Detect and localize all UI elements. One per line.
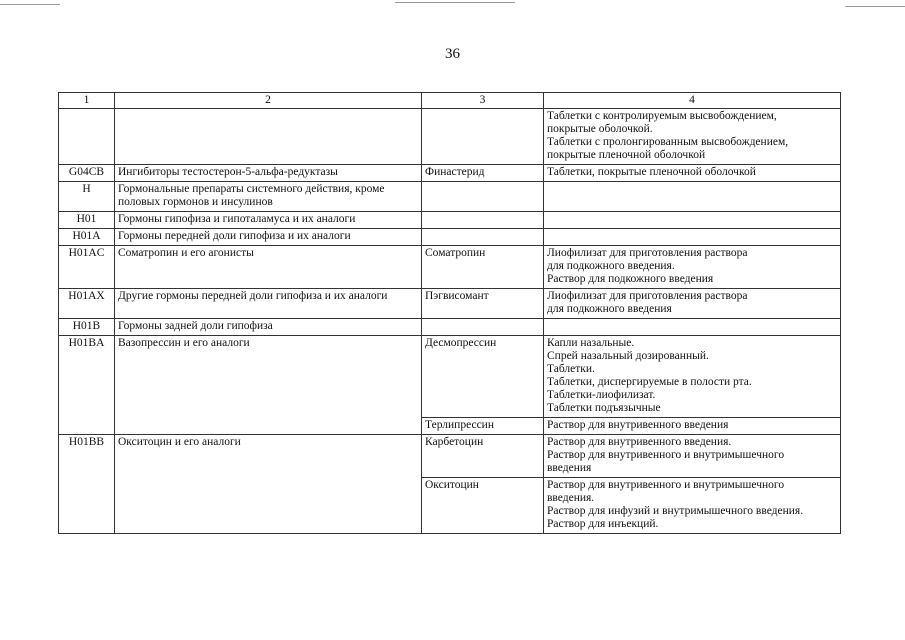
group-name-cell: Гормональные препараты системного действия, кроме половых гормонов и инсулинов xyxy=(115,182,422,212)
drug-name-cell xyxy=(422,182,544,212)
group-name-cell xyxy=(115,478,422,534)
dosage-forms-cell xyxy=(544,212,841,229)
drug-name-cell xyxy=(422,109,544,165)
table-row xyxy=(59,478,841,534)
dosage-forms-cell xyxy=(544,165,841,182)
header-cell: 4 xyxy=(544,93,841,109)
table-row xyxy=(59,418,841,435)
drug-name-cell: Терлипрессин xyxy=(422,418,544,435)
dosage-form-line: Лиофилизат для приготовления раствора xyxy=(547,290,748,302)
atc-code-cell: G04CB xyxy=(59,165,115,182)
table-row xyxy=(59,229,841,246)
atc-code-cell xyxy=(59,478,115,534)
scan-artifact xyxy=(395,2,515,3)
dosage-form-line: Таблетки подъязычные xyxy=(547,402,661,414)
table-row xyxy=(59,319,841,336)
atc-code-cell xyxy=(59,418,115,435)
drug-name-cell xyxy=(422,229,544,246)
drug-name-cell: Карбетоцин xyxy=(422,435,544,478)
dosage-form-line: для подкожного введения. xyxy=(547,260,675,272)
drug-name-cell: Десмопрессин xyxy=(422,336,544,418)
dosage-form-line: Раствор для внутривенного введения. xyxy=(547,436,732,448)
dosage-form-line: Раствор для внутривенного и внутримышечного xyxy=(547,479,785,491)
table-row xyxy=(59,182,841,212)
medication-table xyxy=(58,92,841,534)
dosage-forms-cell xyxy=(544,229,841,246)
dosage-forms-cell xyxy=(544,418,841,435)
dosage-form-line: Раствор для внутривенного и внутримышечного xyxy=(547,449,785,461)
dosage-form-line: Таблетки с пролонгированным высвобождением, xyxy=(547,136,789,148)
table-row xyxy=(59,336,841,418)
drug-name-cell: Соматропин xyxy=(422,246,544,289)
scan-artifact xyxy=(845,6,905,7)
dosage-form-line: Лиофилизат для приготовления раствора xyxy=(547,247,748,259)
atc-code-cell: H01BA xyxy=(59,336,115,418)
dosage-form-line: Раствор для инъекций. xyxy=(547,518,659,530)
dosage-form-line: Капли назальные. xyxy=(547,337,635,349)
group-name-cell: Ингибиторы тестостерон-5-альфа-редуктазы xyxy=(115,165,422,182)
drug-name-cell: Окситоцин xyxy=(422,478,544,534)
dosage-form-line: введения. xyxy=(547,492,595,504)
group-name-cell xyxy=(115,418,422,435)
group-name-cell: Вазопрессин и его аналоги xyxy=(115,336,422,418)
drug-name-cell: Финастерид xyxy=(422,165,544,182)
dosage-form-line: Таблетки-лиофилизат. xyxy=(547,389,656,401)
dosage-form-line: Таблетки, покрытые пленочной оболочкой xyxy=(547,166,756,178)
dosage-form-line: Раствор для подкожного введения xyxy=(547,273,714,285)
dosage-forms-cell xyxy=(544,435,841,478)
dosage-forms-cell xyxy=(544,109,841,165)
table-row xyxy=(59,289,841,319)
table-row xyxy=(59,109,841,165)
dosage-forms-cell xyxy=(544,246,841,289)
dosage-form-line: Раствор для внутривенного введения xyxy=(547,419,729,431)
dosage-form-line: покрытые пленочной оболочкой xyxy=(547,149,706,161)
dosage-form-line: Таблетки, диспергируемые в полости рта. xyxy=(547,376,752,388)
atc-code-cell xyxy=(59,109,115,165)
dosage-forms-cell xyxy=(544,289,841,319)
group-name-cell: Гормоны гипофиза и гипоталамуса и их аналоги xyxy=(115,212,422,229)
group-name-cell: Гормоны задней доли гипофиза xyxy=(115,319,422,336)
group-name-cell: Гормоны передней доли гипофиза и их аналоги xyxy=(115,229,422,246)
header-cell: 1 xyxy=(59,93,115,109)
atc-code-cell: H01 xyxy=(59,212,115,229)
drug-name-cell xyxy=(422,212,544,229)
atc-code-cell: H01BB xyxy=(59,435,115,478)
dosage-form-line: введения xyxy=(547,462,592,474)
header-row xyxy=(59,93,841,109)
table-row xyxy=(59,435,841,478)
header-cell: 3 xyxy=(422,93,544,109)
header-cell: 2 xyxy=(115,93,422,109)
table-row xyxy=(59,246,841,289)
group-name-cell: Соматропин и его агонисты xyxy=(115,246,422,289)
atc-code-cell: H01AX xyxy=(59,289,115,319)
page-number: 36 xyxy=(445,46,460,62)
dosage-form-line: покрытые оболочкой. xyxy=(547,123,653,135)
dosage-forms-cell xyxy=(544,478,841,534)
scan-artifact xyxy=(0,4,60,5)
dosage-form-line: Раствор для инфузий и внутримышечного введения. xyxy=(547,505,804,517)
table-row xyxy=(59,212,841,229)
dosage-form-line: для подкожного введения xyxy=(547,303,672,315)
dosage-form-line: Спрей назальный дозированный. xyxy=(547,350,709,362)
dosage-form-line: Таблетки. xyxy=(547,363,595,375)
dosage-forms-cell xyxy=(544,319,841,336)
atc-code-cell: H01B xyxy=(59,319,115,336)
table-row xyxy=(59,165,841,182)
group-name-cell: Другие гормоны передней доли гипофиза и их аналоги xyxy=(115,289,422,319)
drug-name-cell xyxy=(422,319,544,336)
dosage-forms-cell xyxy=(544,182,841,212)
group-name-cell: Окситоцин и его аналоги xyxy=(115,435,422,478)
dosage-form-line: Таблетки с контролируемым высвобождением, xyxy=(547,110,777,122)
atc-code-cell: H01AC xyxy=(59,246,115,289)
dosage-forms-cell xyxy=(544,336,841,418)
drug-name-cell: Пэгвисомант xyxy=(422,289,544,319)
atc-code-cell: H xyxy=(59,182,115,212)
atc-code-cell: H01A xyxy=(59,229,115,246)
group-name-cell xyxy=(115,109,422,165)
